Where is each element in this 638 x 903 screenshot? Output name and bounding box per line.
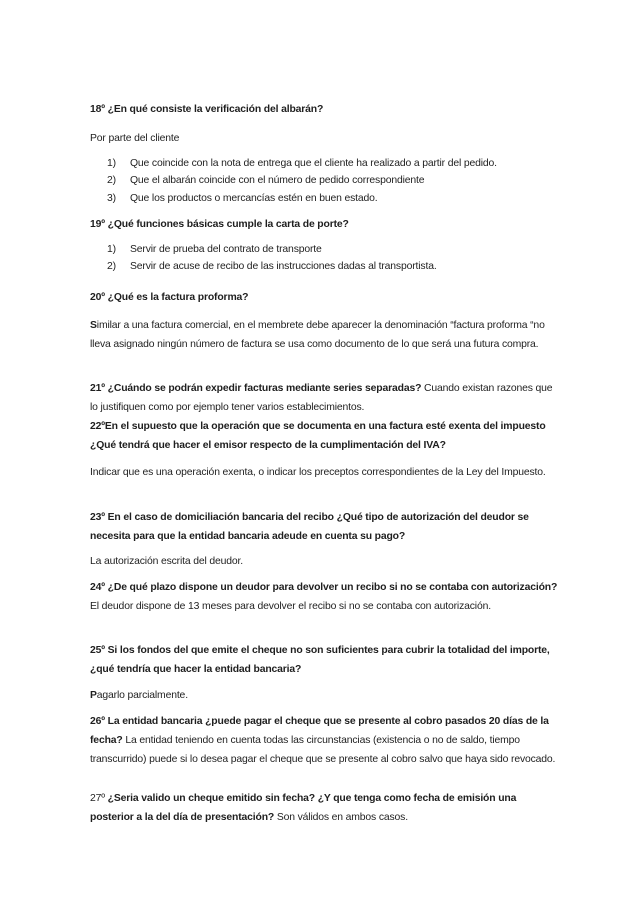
question-24: 24º ¿De qué plazo dispone un deudor para devolver un recibo si no se contaba con autorización? xyxy=(90,582,558,593)
question-18: 18º ¿En qué consiste la verificación del albarán? xyxy=(90,104,324,115)
qa-26 xyxy=(90,712,560,769)
list-item xyxy=(107,258,557,275)
list-item-text: Que coincide con la nota de entrega que el cliente ha realizado a partir del pedido. xyxy=(130,158,497,169)
answer-24: El deudor dispone de 13 meses para devolver el recibo si no se contaba con autorización. xyxy=(90,601,491,612)
question-26: 26º La entidad bancaria ¿puede pagar el cheque que se presente al cobro pasados 20 días de la fecha? xyxy=(90,716,549,746)
list-item-number: 2) xyxy=(107,261,116,273)
qa-27 xyxy=(90,789,560,827)
answer-19-list xyxy=(107,241,557,276)
question-19: 19º ¿Qué funciones básicas cumple la carta de porte? xyxy=(90,219,349,230)
answer-22: Indicar que es una operación exenta, o indicar los preceptos correspondientes de la Ley del Impuesto. xyxy=(90,467,546,478)
question-23: 23º En el caso de domiciliación bancaria del recibo ¿Qué tipo de autorización del deudor se necesita para que la entidad bancaria adeude en cuenta su pago? xyxy=(90,512,529,542)
question-27-number: 27º xyxy=(90,793,108,804)
list-item xyxy=(107,155,557,172)
answer-20-text: imilar a una factura comercial, en el membrete debe aparecer la denominación “factura proforma “no lleva asignado ningún número de factura se usa como documento de lo que será una futura compra. xyxy=(90,320,545,350)
answer-21: Cuando existan razones que lo justifiquen como por ejemplo tener varios establecimientos. xyxy=(90,383,553,413)
qa-21 xyxy=(90,379,560,417)
list-item xyxy=(107,190,557,207)
list-item-text: Que los productos o mercancías estén en buen estado. xyxy=(130,192,378,204)
question-22: 22ºEn el supuesto que la operación que se documenta en una factura esté exenta del impuesto ¿Qué tendrá que hacer el emisor respecto de la cumplimentación del IVA? xyxy=(90,421,546,451)
question-25: 25º Si los fondos del que emite el cheque no son suficientes para cubrir la totalidad del importe, ¿qué tendría que hacer la entidad bancaria? xyxy=(90,645,550,675)
answer-18-intro: Por parte del cliente xyxy=(90,133,180,144)
answer-25-initial: P xyxy=(90,690,97,701)
question-20: 20º ¿Qué es la factura proforma? xyxy=(90,292,249,303)
question-27: ¿Seria valido un cheque emitido sin fecha? ¿Y que tenga como fecha de emisión una posterior a la del día de presentación? xyxy=(90,793,517,823)
list-item-number: 1) xyxy=(107,244,116,255)
answer-26: La entidad teniendo en cuenta todas las circunstancias (existencia o no de saldo, tiempo transcurrido) puede si lo desea pagar el cheque que se presente al cobro salvo que haya sido revocado. xyxy=(90,735,556,765)
list-item xyxy=(107,241,557,258)
list-item-text: Que el albarán coincide con el número de pedido correspondiente xyxy=(130,175,425,187)
qa-24 xyxy=(90,578,560,616)
question-21: 21º ¿Cuándo se podrán expedir facturas mediante series separadas? xyxy=(90,383,422,394)
answer-23: La autorización escrita del deudor. xyxy=(90,556,244,567)
list-item-number: 1) xyxy=(107,158,116,169)
list-item-text: Servir de prueba del contrato de transporte xyxy=(130,244,322,255)
answer-20-initial: S xyxy=(90,320,97,331)
list-item xyxy=(107,172,557,189)
list-item-number: 2) xyxy=(107,175,116,187)
answer-25 xyxy=(90,686,560,705)
answer-25-text: agarlo parcialmente. xyxy=(96,690,188,701)
answer-20 xyxy=(90,316,560,354)
answer-18-list xyxy=(107,155,557,207)
answer-27: Son válidos en ambos casos. xyxy=(274,812,408,823)
list-item-number: 3) xyxy=(107,192,116,204)
list-item-text: Servir de acuse de recibo de las instrucciones dadas al transportista. xyxy=(130,261,437,273)
